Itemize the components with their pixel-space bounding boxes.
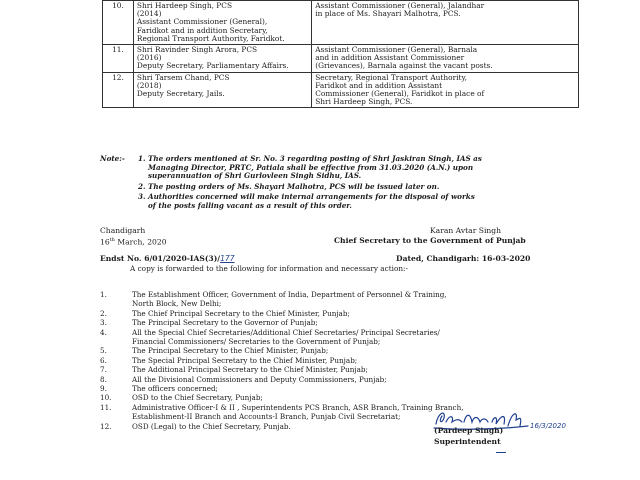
superintendent-name: (Pardeep Singh) [434, 426, 504, 435]
copy-list-line: Administrative Officer-I & II , Superintendents PCS Branch, ASR Branch, Training Branch, [132, 402, 464, 412]
copy-list-number: 10. [100, 393, 112, 403]
cell-line: Faridkot and in addition Assistant [315, 80, 443, 90]
cell-line: Deputy Secretary, Parliamentary Affairs. [136, 61, 289, 71]
postings-table [102, 0, 579, 108]
cell-line: Shri Tarsem Chand, PCS [136, 72, 230, 82]
cell-line: Deputy Secretary, Jails. [136, 89, 225, 99]
issue-place: Chandigarh [100, 226, 146, 235]
note-line: Managing Director, PRTC, Patiala shall be effective from 31.03.2020 (A.N.) upon [148, 162, 474, 172]
note-item [138, 154, 588, 181]
copy-list-number: 1. [100, 290, 107, 299]
cell-line: Shri Hardeep Singh, PCS. [315, 97, 413, 107]
copy-list-line: Establishment-II Branch and Accounts-I Branch, Punjab Civil Secretariat; [132, 412, 401, 422]
copy-list-number: 6. [100, 355, 107, 365]
copy-list-line: The Establishment Officer, Government of India, Department of Personnel & Training, [132, 290, 447, 299]
serial-number-cell: 10. [103, 1, 134, 45]
serial-number-cell: 11. [103, 45, 134, 73]
note-line: of the posts falling vacant as a result of this order. [148, 200, 352, 210]
cell-line: Secretary, Regional Transport Authority, [315, 72, 468, 82]
copy-list-line: OSD to the Chief Secretary, Punjab; [132, 393, 263, 403]
note-line: The orders mentioned at Sr. No. 3 regarding posting of Shri Jaskiran Singh, IAS as [148, 154, 482, 163]
cell-line: (2016) [136, 53, 162, 63]
notes-heading: Note:- [100, 154, 125, 163]
copy-list-item [100, 346, 580, 355]
copy-list-number: 7. [100, 365, 107, 375]
copy-list-line: The Additional Principal Secretary to the Chief Minister, Punjab; [132, 365, 368, 375]
officer-cell [133, 72, 311, 108]
note-number: 1. [138, 154, 146, 163]
copy-list-number: 2. [100, 308, 107, 318]
cell-line: Shri Hardeep Singh, PCS [136, 1, 233, 10]
copy-list-line: OSD (Legal) to the Chief Secretary, Punjab. [132, 421, 291, 431]
copy-list-number: 11. [100, 402, 112, 412]
copy-list-line: The officers concerned; [132, 384, 218, 394]
cell-line: and in addition Assistant Commissioner [315, 53, 465, 63]
copy-list-number: 9. [100, 384, 107, 394]
cell-line: Assistant Commissioner (General), [136, 17, 268, 27]
copy-list-line: The Special Principal Secretary to the Chief Minister, Punjab; [132, 355, 358, 365]
copy-list-line: The Principal Secretary to the Governor of Punjab; [132, 318, 318, 328]
copy-list-number: 5. [100, 346, 107, 356]
endorsement-handwritten-number: 177 [220, 254, 235, 263]
copy-list-item [100, 318, 580, 327]
copy-list-line: All the Special Chief Secretaries/Additional Chief Secretaries/ Principal Secretaries/ [132, 327, 440, 337]
copy-list-line: All the Divisional Commissioners and Deputy Commissioners, Punjab; [132, 374, 387, 384]
copy-list-number: 3. [100, 318, 107, 328]
copy-list-item [100, 290, 580, 309]
postings-table-body [103, 1, 579, 108]
cell-line: Assistant Commissioner (General), Barnala [315, 45, 478, 55]
cell-line: (2014) [136, 9, 162, 19]
endorsement-number [100, 254, 235, 263]
cell-line: (Grievances), Barnala against the vacant posts. [315, 61, 493, 71]
copy-list-line: The Principal Secretary to the Chief Minister, Punjab; [132, 346, 329, 356]
endorsement-prefix: Endst No. 6/01/2020-IAS(3)/ [100, 254, 221, 263]
copy-list-number: 4. [100, 327, 107, 337]
cell-line: Commissioner (General), Faridkot in place of [315, 89, 485, 99]
copy-list-item [100, 375, 580, 384]
posting-cell [312, 1, 579, 45]
table-row [103, 72, 579, 108]
copy-list-line: Financial Commissioners/ Secretaries to the Government of Punjab; [132, 337, 381, 347]
officer-cell [133, 45, 311, 73]
copy-list-item [100, 309, 580, 318]
cell-line: (2018) [136, 80, 162, 90]
issue-date [100, 236, 167, 247]
cell-line: Assistant Commissioner (General), Jalandhar [315, 1, 485, 10]
note-line: Authorities concerned will make internal arrangements for the disposal of works [148, 192, 475, 201]
cell-line: Shri Ravinder Singh Arora, PCS [136, 45, 258, 55]
table-row [103, 45, 579, 73]
issue-date-day: 16 [100, 237, 110, 247]
copy-list-number: 8. [100, 374, 107, 384]
cell-line: Regional Transport Authority, Faridkot. [136, 33, 285, 43]
copy-list-item [100, 393, 580, 402]
cell-line: in place of Ms. Shayari Malhotra, PCS. [315, 9, 461, 19]
posting-cell [312, 45, 579, 73]
copy-list-number: 12. [100, 421, 112, 431]
issue-date-rest: March, 2020 [114, 237, 167, 247]
copy-list-item [100, 328, 580, 347]
note-line: superannuation of Shri Gurlovleen Singh Sidhu, IAS. [148, 171, 362, 180]
issue-date-suffix: th [109, 237, 115, 243]
signature-date: 16/3/2020 [530, 422, 566, 430]
signatory-title: Chief Secretary to the Government of Punjab [334, 236, 526, 245]
superintendent-title: Superintendent [434, 437, 501, 446]
signatory-name: Karan Avtar Singh [430, 226, 502, 235]
copy-list-line: The Chief Principal Secretary to the Chief Minister, Punjab; [132, 308, 350, 318]
serial-number-cell: 12. [103, 72, 134, 108]
officer-cell [133, 1, 311, 45]
copy-list-item [100, 384, 580, 393]
ink-mark [496, 448, 506, 453]
copy-list-line: North Block, New Delhi; [132, 299, 222, 309]
endorsement-date: Dated, Chandigarh: 16-03-2020 [396, 254, 531, 263]
copy-intro: A copy is forwarded to the following for information and necessary action:- [130, 264, 408, 273]
note-number: 2. [138, 181, 146, 191]
note-line: The posting orders of Ms. Shayari Malhotra, PCS will be issued later on. [148, 181, 440, 191]
copy-list-item [100, 356, 580, 365]
table-row [103, 1, 579, 45]
note-item [138, 192, 588, 210]
note-item [138, 181, 588, 192]
cell-line: Faridkot and in addition Secretary, [136, 25, 268, 35]
posting-cell [312, 72, 579, 108]
note-number: 3. [138, 192, 146, 201]
copy-list-item [100, 365, 580, 374]
